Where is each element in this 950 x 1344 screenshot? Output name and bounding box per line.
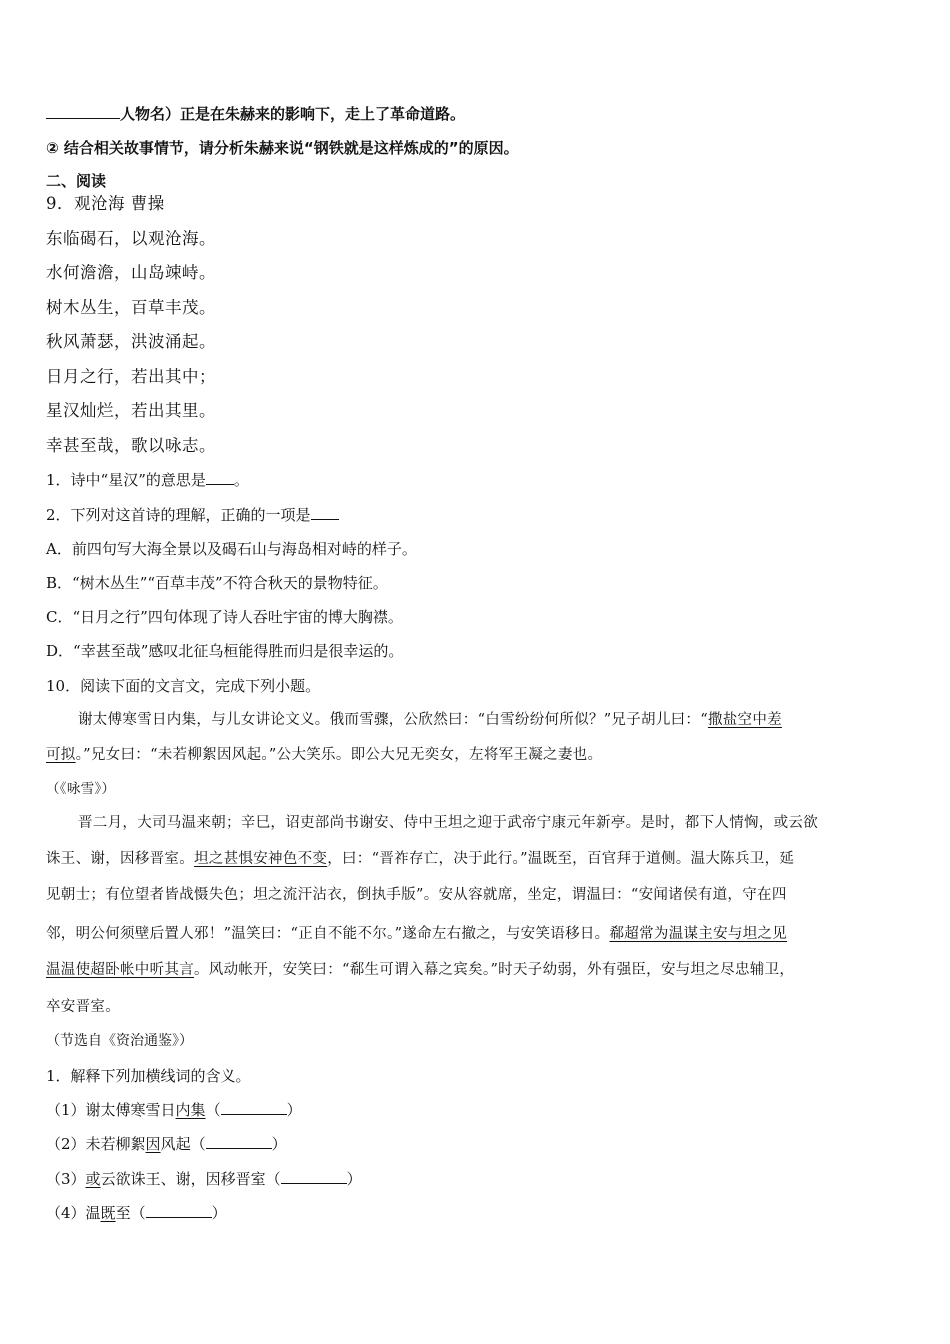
vocab-item-4: （4）温既至（ ） — [46, 1204, 227, 1222]
option-c[interactable]: C．“日月之行”四句体现了诗人吞吐宇宙的博大胸襟。 — [46, 608, 403, 626]
underlined-phrase: 撒盐空中差 — [707, 712, 782, 728]
passage1-line: 可拟。”兄女曰：“未若柳絮因风起。”公大笑乐。即公大兄无奕女，左将军王凝之妻也。 — [46, 747, 603, 763]
passage2-line: 晋二月，大司马温来朝；辛巳，诏吏部尚书谢安、侍中王坦之迎于武帝宁康元年新亭。是时，都下人情恟，或云欲 — [78, 815, 818, 831]
question-10-1: 1．解释下列加横线词的含义。 — [46, 1067, 251, 1085]
answer-blank[interactable] — [206, 1134, 272, 1149]
poem-line: 幸甚至哉，歌以咏志。 — [46, 436, 216, 455]
passage2-line: 见朝士；有位望者皆战慑失色；坦之流汗沾衣，倒执手版”。安从容就席，坐定，谓温曰：“安闻诸侯有道，守在四 — [46, 887, 787, 903]
passage1-line: 谢太傅寒雪日内集，与儿女讲论文义。俄而雪骤，公欣然曰：“白雪纷纷何所似？”兄子胡儿曰：“撒盐空中差 — [78, 712, 782, 728]
poem-line: 东临碣石，以观沧海。 — [46, 229, 216, 248]
section-heading: 二、阅读 — [46, 172, 107, 190]
underlined-sentence: 坦之甚惧安神色不变 — [194, 851, 328, 867]
answer-blank[interactable] — [221, 1100, 287, 1115]
passage2-line: 温温使超卧帐中听其言。风动帐开，安笑曰：“郗生可谓入幕之宾矣。”时天子幼弱，外有强臣，安与坦之尽忠辅卫， — [46, 962, 795, 978]
passage2-line: 诛王、谢，因移晋室。坦之甚惧安神色不变，曰：“晋祚存亡，决于此行。”温既至，百官拜于道侧。温大陈兵卫，延 — [46, 851, 795, 867]
passage2-line: 卒安晋室。 — [46, 999, 120, 1015]
vocab-item-1: （1）谢太傅寒雪日内集（ ） — [46, 1101, 302, 1119]
option-b[interactable]: B．“树木丛生”“百草丰茂”不符合秋天的景物特征。 — [46, 574, 388, 592]
option-a[interactable]: A．前四句写大海全景以及碣石山与海岛相对峙的样子。 — [46, 540, 417, 558]
question-10-title: 10．阅读下面的文言文，完成下列小题。 — [46, 677, 321, 695]
passage2-line: 邻，明公何须壁后置人邪！”温笑曰：“正自不能不尔。”遂命左右撤之，与安笑语移日。郗超常为温谋主安与坦之见 — [46, 926, 788, 942]
underlined-phrase: 可拟 — [46, 747, 76, 763]
underlined-sentence: 温温使超卧帐中听其言 — [46, 962, 194, 978]
question-line-analysis: ② 结合相关故事情节，请分析朱赫来说“钢铁就是这样炼成的”的原因。 — [46, 139, 519, 157]
poem-title: 9．观沧海 曹操 — [46, 194, 165, 213]
passage1-source: （《咏雪》） — [46, 781, 116, 797]
underlined-sentence: 郗超常为温谋主安与坦之见 — [609, 926, 788, 942]
answer-blank[interactable] — [311, 505, 339, 520]
answer-blank[interactable] — [146, 1203, 212, 1218]
option-d[interactable]: D．“幸甚至哉”感叹北征乌桓能得胜而归是很幸运的。 — [46, 642, 404, 660]
vocab-item-3: （3）或云欲诛王、谢，因移晋室（ ） — [46, 1170, 362, 1188]
poem-line: 日月之行，若出其中； — [46, 367, 216, 386]
answer-blank[interactable] — [46, 104, 120, 119]
poem-line: 水何澹澹，山岛竦峙。 — [46, 263, 216, 282]
poem-line: 树木丛生，百草丰茂。 — [46, 298, 216, 317]
poem-line: 秋风萧瑟，洪波涌起。 — [46, 332, 216, 351]
poem-line: 星汉灿烂，若出其里。 — [46, 401, 216, 420]
vocab-item-2: （2）未若柳絮因风起（ ） — [46, 1135, 287, 1153]
answer-blank[interactable] — [206, 470, 234, 485]
question-line-character-name: 人物名）正是在朱赫来的影响下，走上了革命道路。 — [46, 104, 904, 124]
question-9-2: 2．下列对这首诗的理解，正确的一项是 — [46, 505, 904, 525]
answer-blank[interactable] — [281, 1169, 347, 1184]
passage2-source: （节选自《资治通鉴》） — [46, 1033, 193, 1049]
question-9-1: 1．诗中“星汉”的意思是 。 — [46, 471, 249, 489]
